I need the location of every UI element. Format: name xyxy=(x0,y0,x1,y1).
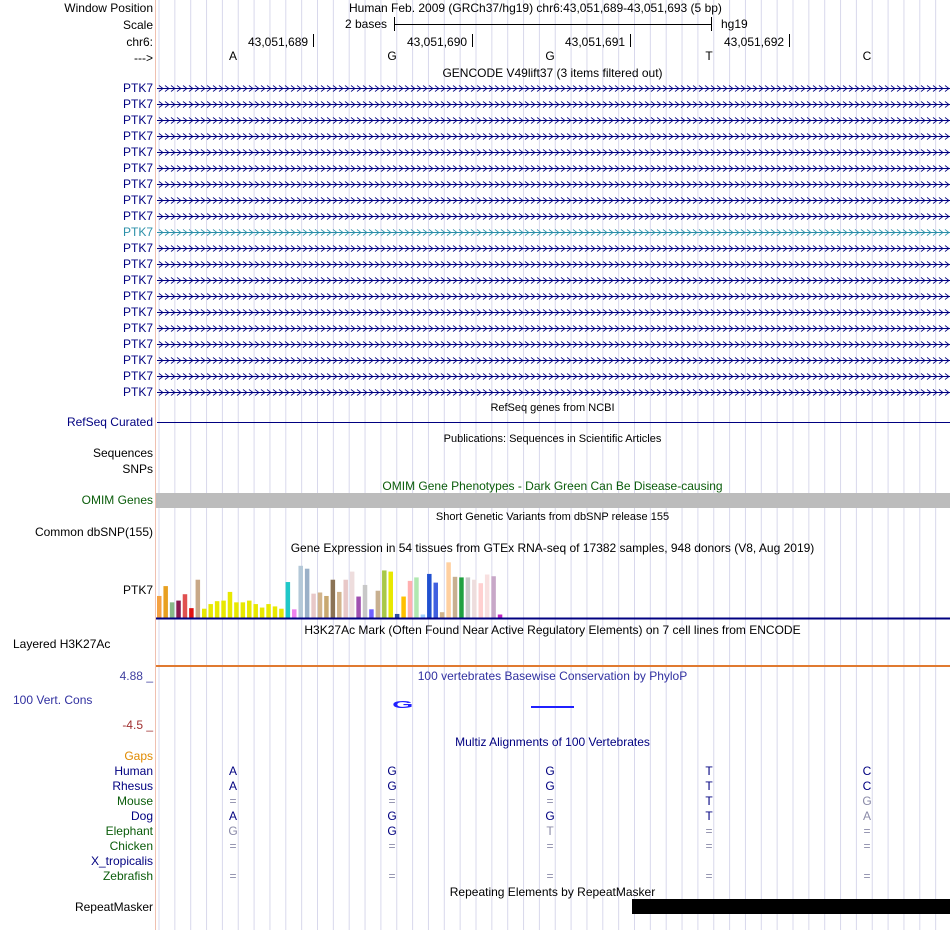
scale-label: Scale xyxy=(122,18,153,32)
phylop-max-label: 4.88 _ xyxy=(119,669,153,683)
base-letter: G xyxy=(387,49,397,63)
coord-tick xyxy=(789,34,790,47)
multiz-base: = xyxy=(229,794,237,808)
window-position-label: Window Position xyxy=(64,1,153,15)
gencode-transcript-line[interactable] xyxy=(157,148,950,157)
gencode-row-label[interactable]: PTK7 xyxy=(122,369,153,383)
multiz-track-title[interactable]: Multiz Alignments of 100 Vertebrates xyxy=(455,735,650,749)
gtex-tissue-bar[interactable] xyxy=(350,572,355,618)
omim-track-label[interactable]: OMIM Genes xyxy=(81,493,153,507)
gtex-tissue-bar[interactable] xyxy=(421,615,426,618)
multiz-base: T xyxy=(705,809,713,823)
gencode-row-label[interactable]: PTK7 xyxy=(122,209,153,223)
gtex-expression-chart[interactable] xyxy=(156,556,950,621)
multiz-base: G xyxy=(387,824,397,838)
scale-text: 2 bases xyxy=(345,17,388,31)
gencode-row-label[interactable]: PTK7 xyxy=(122,305,153,319)
phylop-track-label[interactable]: 100 Vert. Cons xyxy=(13,693,93,707)
multiz-species-label[interactable]: X_tropicalis xyxy=(90,854,153,868)
gencode-row-label[interactable]: PTK7 xyxy=(122,385,153,399)
gtex-tissue-bar[interactable] xyxy=(433,583,438,618)
publications-track-label[interactable]: Sequences xyxy=(92,446,153,460)
gtex-track-label[interactable]: PTK7 xyxy=(122,583,153,597)
gtex-tissue-bar[interactable] xyxy=(408,581,413,618)
gtex-tissue-bar[interactable] xyxy=(318,592,323,618)
gtex-tissue-bar[interactable] xyxy=(459,577,464,618)
multiz-base: C xyxy=(862,779,872,793)
gtex-tissue-bar[interactable] xyxy=(356,597,361,618)
multiz-base: = xyxy=(388,869,396,883)
gtex-tissue-bar[interactable] xyxy=(440,612,445,618)
multiz-base: A xyxy=(862,809,871,823)
h3k27ac-track-title[interactable]: H3K27Ac Mark (Often Found Near Active Regulatory Elements) on 7 cell lines from ENCODE xyxy=(304,623,801,637)
gtex-tissue-bar[interactable] xyxy=(401,597,406,618)
gtex-tissue-bar[interactable] xyxy=(414,577,419,618)
coord-label: 43,051,689 xyxy=(248,35,309,49)
multiz-base: = xyxy=(546,869,554,883)
repeatmasker-element[interactable] xyxy=(632,899,950,914)
multiz-base: G xyxy=(862,794,872,808)
multiz-base: C xyxy=(862,764,872,778)
multiz-base: = xyxy=(546,794,554,808)
gtex-tissue-bar[interactable] xyxy=(286,582,291,618)
multiz-base: A xyxy=(228,764,237,778)
gencode-transcript-line[interactable] xyxy=(157,116,950,125)
gencode-transcript-line[interactable] xyxy=(157,340,950,349)
gencode-transcript-line[interactable] xyxy=(157,292,950,301)
gtex-tissue-bar[interactable] xyxy=(369,609,374,618)
gencode-transcript-line[interactable] xyxy=(157,164,950,173)
gencode-transcript-line[interactable] xyxy=(157,180,950,189)
coord-label: 43,051,690 xyxy=(407,35,468,49)
phylop-min-label: -4.5 _ xyxy=(122,718,153,732)
multiz-species-label[interactable]: Rhesus xyxy=(112,779,153,793)
gtex-tissue-bar[interactable] xyxy=(305,569,310,618)
gtex-tissue-bar[interactable] xyxy=(157,596,162,618)
gtex-tissue-bar[interactable] xyxy=(228,592,233,618)
multiz-species-label[interactable]: Elephant xyxy=(105,824,153,838)
gtex-tissue-bar[interactable] xyxy=(485,575,490,619)
base-letter: T xyxy=(705,49,713,63)
gtex-tissue-bar[interactable] xyxy=(253,604,258,618)
gtex-tissue-bar[interactable] xyxy=(466,577,471,618)
phylop-track-title[interactable]: 100 vertebrates Basewise Conservation by PhyloP xyxy=(417,669,688,683)
refseq-gene-line[interactable] xyxy=(157,422,950,423)
multiz-base: T xyxy=(705,764,713,778)
gtex-tissue-bar[interactable] xyxy=(266,604,271,618)
gtex-tissue-bar[interactable] xyxy=(395,614,400,618)
gtex-tissue-bar[interactable] xyxy=(324,596,329,618)
gtex-tissue-bar[interactable] xyxy=(472,580,477,618)
base-letter: C xyxy=(862,49,872,63)
multiz-base: T xyxy=(546,824,554,838)
multiz-base: G xyxy=(387,809,397,823)
gtex-tissue-bar[interactable] xyxy=(183,594,188,618)
omim-gene-bar[interactable] xyxy=(156,493,950,508)
gencode-row-label[interactable]: PTK7 xyxy=(122,273,153,287)
multiz-base: A xyxy=(228,809,237,823)
h3k27ac-track-label[interactable]: Layered H3K27Ac xyxy=(13,637,111,651)
h3k27ac-signal-line[interactable] xyxy=(156,665,950,667)
dbsnp-track-title[interactable]: Short Genetic Variants from dbSNP release 155 xyxy=(435,511,670,523)
gtex-tissue-bar[interactable] xyxy=(376,591,381,618)
gtex-tissue-bar[interactable] xyxy=(427,574,432,618)
multiz-base: G xyxy=(228,824,238,838)
multiz-base: G xyxy=(387,764,397,778)
gencode-row-label[interactable]: PTK7 xyxy=(122,337,153,351)
gencode-row-label[interactable]: PTK7 xyxy=(122,177,153,191)
gencode-transcript-line[interactable] xyxy=(157,228,950,237)
multiz-species-label[interactable]: Chicken xyxy=(109,839,153,853)
gencode-transcript-line[interactable] xyxy=(157,244,950,253)
gencode-transcript-line[interactable] xyxy=(157,388,950,397)
gtex-tissue-bar[interactable] xyxy=(273,606,278,618)
multiz-base: G xyxy=(545,809,555,823)
gtex-tissue-bar[interactable] xyxy=(196,580,201,618)
gencode-transcript-line[interactable] xyxy=(157,356,950,365)
coord-tick xyxy=(472,34,473,47)
multiz-base: = xyxy=(229,869,237,883)
multiz-base: = xyxy=(229,839,237,853)
multiz-base: = xyxy=(705,824,713,838)
dbsnp-track-label[interactable]: Common dbSNP(155) xyxy=(34,525,153,539)
gtex-tissue-bar[interactable] xyxy=(176,601,181,618)
chrom-label: chr6: xyxy=(126,35,153,49)
gtex-tissue-bar[interactable] xyxy=(241,602,246,618)
gencode-row-label[interactable]: PTK7 xyxy=(122,145,153,159)
multiz-base: G xyxy=(545,764,555,778)
gencode-row-label[interactable]: PTK7 xyxy=(122,225,153,239)
gencode-transcript-line[interactable] xyxy=(157,324,950,333)
gtex-tissue-bar[interactable] xyxy=(202,609,207,618)
multiz-base: = xyxy=(388,839,396,853)
refseq-track-title[interactable]: RefSeq genes from NCBI xyxy=(490,402,615,414)
scale-bar xyxy=(394,17,712,31)
gtex-tissue-bar[interactable] xyxy=(189,608,194,618)
multiz-base: G xyxy=(387,779,397,793)
coord-tick xyxy=(313,34,314,47)
multiz-base: = xyxy=(705,839,713,853)
publications-track-title[interactable]: Publications: Sequences in Scientific Articles xyxy=(443,433,662,445)
base-letter: G xyxy=(545,49,555,63)
gtex-tissue-bar[interactable] xyxy=(279,609,284,618)
multiz-base: = xyxy=(705,869,713,883)
gencode-transcript-line[interactable] xyxy=(157,260,950,269)
gtex-tissue-bar[interactable] xyxy=(388,572,393,618)
gencode-row-label[interactable]: PTK7 xyxy=(122,289,153,303)
base-letter: A xyxy=(228,49,237,63)
gtex-tissue-bar[interactable] xyxy=(331,580,336,618)
gencode-transcript-line[interactable] xyxy=(157,276,950,285)
multiz-species-label[interactable]: Mouse xyxy=(116,794,153,808)
multiz-base: = xyxy=(388,794,396,808)
gtex-tissue-bar[interactable] xyxy=(298,566,303,618)
multiz-base: G xyxy=(545,779,555,793)
coord-tick xyxy=(630,34,631,47)
gtex-tissue-bar[interactable] xyxy=(221,601,226,618)
gencode-transcript-line[interactable] xyxy=(157,84,950,93)
gtex-tissue-bar[interactable] xyxy=(170,602,175,618)
gencode-transcript-line[interactable] xyxy=(157,372,950,381)
multiz-base: = xyxy=(546,839,554,853)
gtex-tissue-bar[interactable] xyxy=(292,609,297,618)
gtex-tissue-bar[interactable] xyxy=(311,594,316,618)
gencode-row-label[interactable]: PTK7 xyxy=(122,257,153,271)
phylop-conservation-plot[interactable] xyxy=(156,690,950,730)
gencode-row-label[interactable]: PTK7 xyxy=(122,321,153,335)
gtex-tissue-bar[interactable] xyxy=(363,585,368,618)
strand-label: ---> xyxy=(134,51,153,65)
gtex-tissue-bar[interactable] xyxy=(215,601,220,618)
gencode-transcript-line[interactable] xyxy=(157,308,950,317)
scale-assembly: hg19 xyxy=(721,17,748,31)
gtex-tissue-bar[interactable] xyxy=(208,604,213,618)
gtex-tissue-bar[interactable] xyxy=(247,601,252,618)
multiz-species-label[interactable]: Zebrafish xyxy=(102,869,153,883)
refseq-track-label[interactable]: RefSeq Curated xyxy=(66,415,153,429)
gtex-tissue-bar[interactable] xyxy=(260,608,265,618)
multiz-species-label[interactable]: Dog xyxy=(130,809,153,823)
gtex-tissue-bar[interactable] xyxy=(479,583,484,618)
gtex-tissue-bar[interactable] xyxy=(446,562,451,618)
gtex-tissue-bar[interactable] xyxy=(453,577,458,618)
omim-track-title[interactable]: OMIM Gene Phenotypes - Dark Green Can Be Disease-causing xyxy=(382,479,723,493)
multiz-base: = xyxy=(863,824,871,838)
gencode-row-label[interactable]: PTK7 xyxy=(122,113,153,127)
gtex-tissue-bar[interactable] xyxy=(491,576,496,618)
gencode-track-title[interactable]: GENCODE V49lift37 (3 items filtered out) xyxy=(442,66,663,80)
repeatmasker-track-title[interactable]: Repeating Elements by RepeatMasker xyxy=(449,885,656,899)
repeatmasker-track-label[interactable]: RepeatMasker xyxy=(74,900,153,914)
multiz-base: T xyxy=(705,779,713,793)
gtex-tissue-bar[interactable] xyxy=(343,580,348,618)
coord-label: 43,051,692 xyxy=(724,35,785,49)
gencode-transcript-line[interactable] xyxy=(157,212,950,221)
multiz-base: A xyxy=(228,779,237,793)
gencode-row-label[interactable]: PTK7 xyxy=(122,129,153,143)
gaps-label[interactable]: Gaps xyxy=(124,749,153,763)
coord-label: 43,051,691 xyxy=(565,35,626,49)
gtex-tissue-bar[interactable] xyxy=(163,586,168,618)
gencode-transcript-line[interactable] xyxy=(157,132,950,141)
gtex-tissue-bar[interactable] xyxy=(382,570,387,618)
gencode-transcript-line[interactable] xyxy=(157,196,950,205)
gtex-tissue-bar[interactable] xyxy=(498,615,503,618)
gencode-row-label[interactable]: PTK7 xyxy=(122,81,153,95)
gtex-tissue-bar[interactable] xyxy=(337,592,342,618)
gencode-transcript-line[interactable] xyxy=(157,100,950,109)
gtex-track-title[interactable]: Gene Expression in 54 tissues from GTEx RNA-seq of 17382 samples, 948 donors (V8, Aug 2019) xyxy=(290,541,815,555)
multiz-species-label[interactable]: Human xyxy=(114,764,153,778)
gtex-tissue-bar[interactable] xyxy=(234,602,239,618)
gencode-row-label[interactable]: PTK7 xyxy=(122,193,153,207)
phylop-logo-glyph: G xyxy=(392,699,414,711)
gencode-row-label[interactable]: PTK7 xyxy=(122,241,153,255)
snps-track-label[interactable]: SNPs xyxy=(122,462,153,476)
gencode-row-label[interactable]: PTK7 xyxy=(122,97,153,111)
multiz-base: T xyxy=(705,794,713,808)
multiz-base: = xyxy=(863,869,871,883)
multiz-base: = xyxy=(863,839,871,853)
gencode-row-label[interactable]: PTK7 xyxy=(122,161,153,175)
window-position-text: Human Feb. 2009 (GRCh37/hg19) chr6:43,051,689-43,051,693 (5 bp) xyxy=(349,1,722,15)
gencode-row-label[interactable]: PTK7 xyxy=(122,353,153,367)
